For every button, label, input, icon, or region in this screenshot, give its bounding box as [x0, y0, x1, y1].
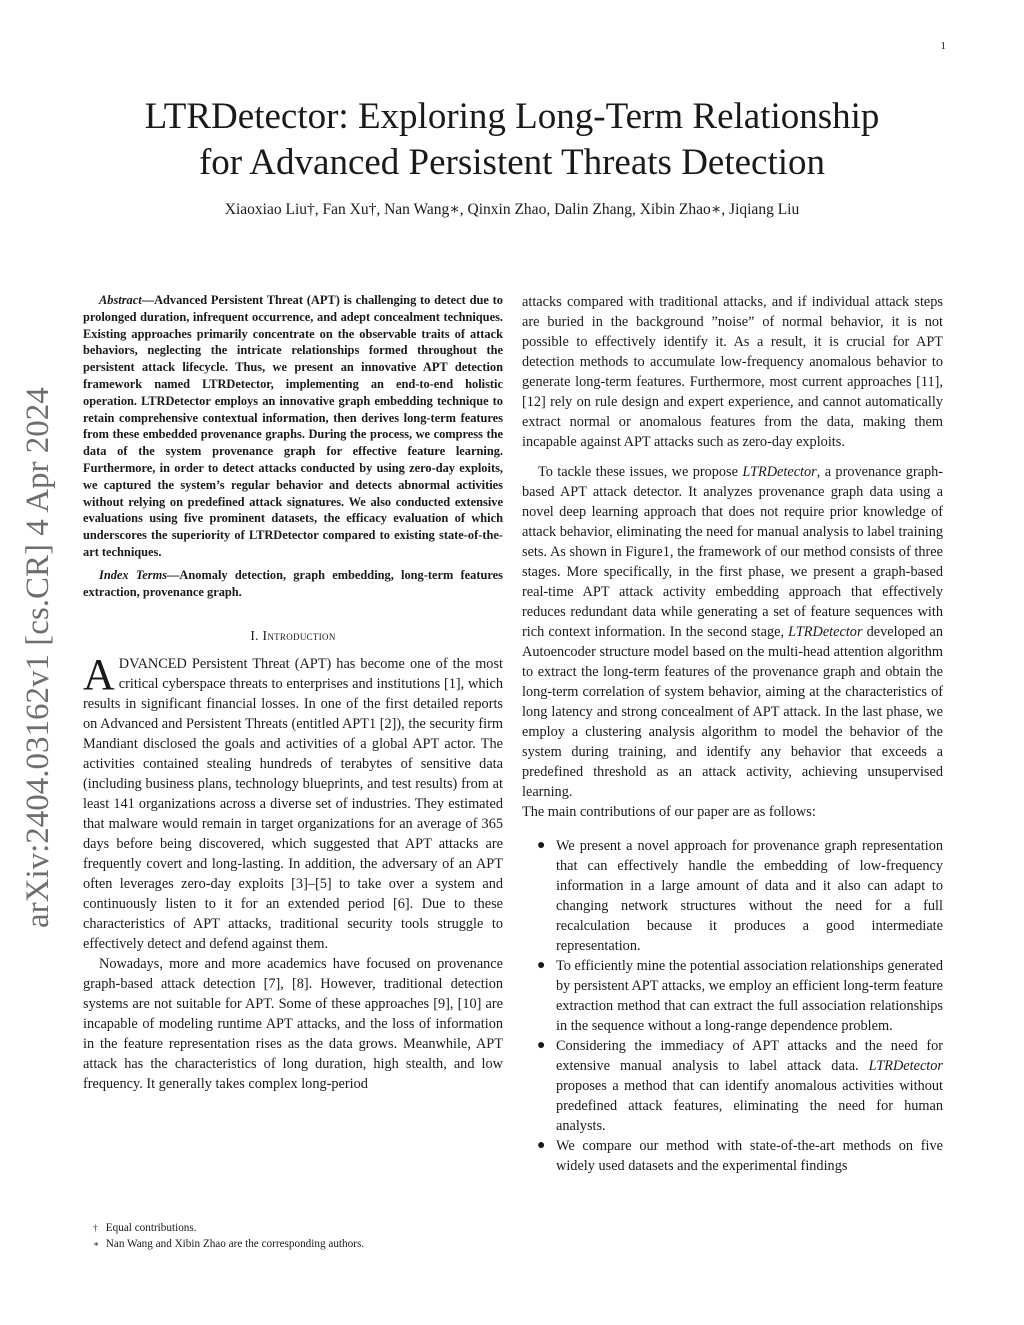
abstract-text: —Advanced Persistent Threat (APT) is challenging to detect due to prolonged duration, infrequent occurrence, and adept concealment techniques. Existing approaches primarily concentrate on the observable traits of attack behaviors, neglecting the intricate relationships formed throughout the persistent attack lifecycle. Thus, we present an innovative APT detection framework named LTRDetector, implementing an end-to-end holistic operation. LTRDetector employs an innovative graph embedding technique to retain comprehensive contextual information, then derives long-term features from these embedded provenance graphs. During the process, we compress the data of the system provenance graph for effective feature learning. Furthermore, in order to detect attacks conducted by using zero-day exploits, we captured the system’s regular behavior and detects abnormal activities without relying on predefined attack signatures. We also conducted extensive evaluations using five prominent datasets, the efficacy evaluation of which underscores the superiority of LTRDetector compared to existing state-of-the-art techniques.: [83, 293, 503, 559]
abstract: [83, 292, 503, 561]
section-title: Introduction: [262, 628, 336, 644]
bullet-icon: ●: [537, 958, 546, 973]
contribution-text: We compare our method with state-of-the-art methods on five widely used datasets and the experimental findings: [556, 1138, 943, 1174]
bullet-icon: ●: [537, 1138, 546, 1153]
footnotes: [93, 1220, 493, 1252]
p4-part-a: To tackle these issues, we propose: [538, 464, 743, 480]
arxiv-identifier: arXiv:2404.03162v1 [cs.CR] 4 Apr 2024: [20, 387, 56, 928]
footnote-mark: ∗: [93, 1239, 100, 1249]
list-item: [522, 1136, 943, 1176]
intro-paragraph-2: Nowadays, more and more academics have focused on provenance graph-based attack detection [7], [8]. However, traditional detection systems are not suitable for APT. Some of these approaches [9], [10] are incapable of modeling runtime APT attacks, and the loss of information in the feature representation rises as the data grows. Meanwhile, APT attack has the characteristics of long duration, high stealth, and low frequency. It generally takes complex long-period: [83, 956, 503, 1093]
footnote: [93, 1220, 493, 1236]
abstract-label: Abstract: [99, 293, 142, 307]
contribution-text: We present a novel approach for provenance graph representation that can effectively handle the embedding of low-frequency information in a large amount of data and it also can adapt to changing network structures without the need for a full recalculation because it produces a good intermediate representation.: [556, 838, 943, 954]
index-terms-text: —Anomaly detection, graph embedding, long-term features extraction, provenance graph.: [83, 567, 503, 599]
intro-paragraph-3: attacks compared with traditional attacks, and if individual attack steps are buried in the background ”noise” of normal behavior, it is not possible to effectively identify it. As a result, it is crucial for APT detection methods to accumulate low-frequency anomalous behavior to generate long-term features. Furthermore, most current approaches [11], [12] rely on rule design and expert experience, and cannot automatically extract normal or anomalous features from the data, making them incapable against APT attacks such as zero-day exploits.: [522, 294, 943, 450]
paper-title: [0, 94, 1024, 186]
right-column: [522, 292, 943, 1176]
footnote: [93, 1236, 493, 1252]
section-heading-introduction: [83, 628, 503, 644]
drop-cap: A: [83, 650, 115, 700]
footnote-text: Equal contributions.: [105, 1222, 197, 1234]
list-item: [522, 956, 943, 1036]
list-item: [522, 1036, 943, 1136]
bullet-icon: ●: [537, 1038, 546, 1053]
footnote-text: Nan Wang and Xibin Zhao are the corresponding authors.: [105, 1238, 365, 1250]
title-line-2: for Advanced Persistent Threats Detection: [198, 142, 826, 183]
index-terms: [83, 567, 503, 601]
p4-part-c: developed an Autoencoder structure model based on the multi-head attention algorithm to extract the long-term features of the provenance graph and obtain the long-term correlation of system behavior, aiming at the characteristics of long latency and strong concealment of APT attack. In the last phase, we employ a clustering analysis algorithm to model the behavior of the system during training, and identify any behavior that exceeds a predefined threshold as an attack activity, achieving unsupervised learning.: [522, 624, 943, 800]
contribution-text-a: Considering the immediacy of APT attacks and the need for extensive manual analysis to label attack data.: [556, 1038, 943, 1074]
intro-paragraph-4: [522, 462, 943, 802]
bullet-icon: ●: [537, 838, 546, 853]
contribution-emphasis: LTRDetector: [868, 1058, 943, 1074]
intro-paragraph-1-text: DVANCED Persistent Threat (APT) has become one of the most critical cyberspace threats to enterprises and institutions [1], which results in significant financial losses. In one of the first detailed reports on Advanced and Persistent Threats (entitled APT1 [2]), the security firm Mandiant disclosed the goals and activities of a global APT actor. The activities contained stealing hundreds of terabytes of sensitive data (including business plans, technology blueprints, and test results) from at least 141 organizations across a diverse set of industries. They estimated that malware would remain in target organizations for an average of 365 days before being discovered, which suggested that APT attacks are frequently covert and long-lasting. In addition, the adversary of an APT often leverages zero-day exploits [3]–[5] to take over a system and continuously listen to it for an extended period [6]. Due to these characteristics of APT attacks, traditional security tools struggle to effectively detect and defend against them.: [83, 656, 503, 953]
contribution-text-b: proposes a method that can identify anomalous activities without predefined attack features, eliminating the need for human analysts.: [556, 1078, 943, 1134]
p4-emphasis-1: LTRDetector: [742, 464, 817, 480]
left-column: [83, 292, 503, 1094]
contributions-list: [522, 836, 943, 1176]
index-terms-label: Index Terms: [99, 567, 168, 582]
section-number: I.: [250, 628, 259, 644]
footnote-mark: †: [93, 1223, 98, 1233]
list-item: [522, 836, 943, 956]
contribution-text: To efficiently mine the potential association relationships generated by persistent APT attacks, we employ an efficient long-term feature extraction method that can extract the full association relationships in the sequence without a long-range dependence problem.: [556, 958, 943, 1034]
intro-paragraph-1: [83, 650, 503, 954]
author-list: Xiaoxiao Liu†, Fan Xu†, Nan Wang∗, Qinxin Zhao, Dalin Zhang, Xibin Zhao∗, Jiqiang Liu: [224, 201, 800, 218]
p4-part-b: , a provenance graph-based APT attack detector. It analyzes provenance graph data using a novel deep learning approach that does not require prior knowledge of attack behavior, eliminating the need for manual analysis to label training sets. As shown in Figure1, the framework of our method consists of three stages. More specifically, in the first phase, we present a graph-based real-time APT attack activity embedding approach that effectively reduces redundant data while generating a set of feature sequences with rich context information. In the second stage,: [522, 464, 944, 640]
title-line-1: LTRDetector: Exploring Long-Term Relationship: [144, 96, 880, 137]
p4-emphasis-2: LTRDetector: [788, 624, 863, 640]
intro-paragraph-5: The main contributions of our paper are as follows:: [522, 804, 816, 820]
page-number: 1: [940, 40, 946, 52]
